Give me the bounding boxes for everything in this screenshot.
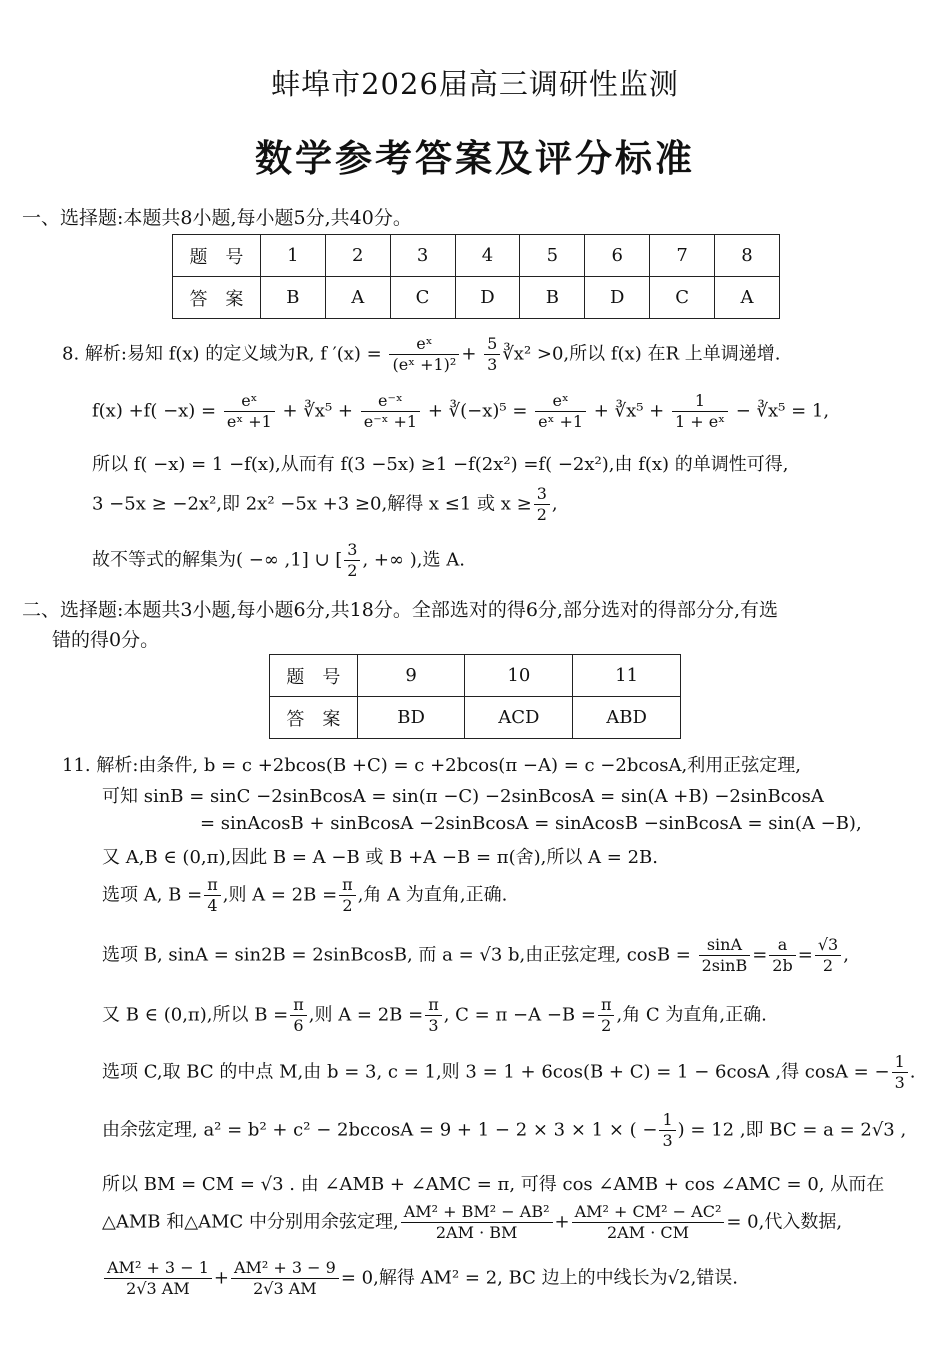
table-cell: 5 [520, 235, 585, 277]
row-label-answer: 答 案 [270, 697, 358, 739]
text: + ∛x⁵ + [593, 400, 665, 422]
denominator: e⁻ˣ +1 [363, 412, 418, 431]
text: 故不等式的解集为( −∞ ,1] ∪ [ [92, 549, 343, 571]
answer-table-1 [172, 234, 780, 319]
section2-heading-cont: 错的得0分。 [52, 629, 160, 651]
fraction [892, 1052, 908, 1093]
fraction [769, 935, 795, 976]
text: ) = 12 ,即 BC = a = 2√3 , [677, 1119, 907, 1141]
fraction [204, 875, 221, 916]
numerator: 1 [659, 1110, 675, 1131]
row-label-answer: 答 案 [173, 277, 261, 319]
text: 选项 A, B = [102, 884, 203, 906]
fraction [290, 995, 307, 1036]
text: + ∛(−x)⁵ = [427, 400, 528, 422]
fraction [224, 391, 275, 432]
text: , +∞ ),选 A. [362, 549, 465, 571]
q8-line-1 [62, 334, 780, 375]
numerator: sinA [699, 935, 751, 956]
text: 选项 B, sinA = sin2B = 2sinBcosB, 而 a = √3 b,由正弦定理, cosB = [102, 944, 691, 966]
fraction [572, 1202, 725, 1243]
numerator: eˣ [224, 391, 275, 412]
table-cell: 3 [390, 235, 455, 277]
numerator: AM² + 3 − 1 [104, 1258, 212, 1279]
denominator: eˣ +1 [226, 412, 272, 431]
section1-heading: 一、选择题:本题共8小题,每小题5分,共40分。 [22, 207, 412, 229]
denominator: 2√3 AM [253, 1279, 317, 1298]
q11-line-11 [102, 1202, 842, 1243]
table-cell: B [260, 277, 325, 319]
denominator: 1 + eˣ [674, 412, 725, 431]
denominator: 2 [601, 1016, 612, 1035]
fraction [425, 995, 442, 1036]
numerator: π [290, 995, 307, 1016]
table-cell: A [715, 277, 780, 319]
section2-heading: 二、选择题:本题共3小题,每小题6分,共18分。全部选对的得6分,部分选对的得部分分,有选 [22, 599, 779, 621]
denominator: 3 [487, 355, 498, 374]
numerator: π [204, 875, 221, 896]
q8-label: 8. 解析: [62, 343, 127, 365]
table-cell: C [390, 277, 455, 319]
denominator: 3 [662, 1131, 673, 1150]
fraction [672, 391, 728, 432]
table-row [270, 697, 681, 739]
page-bottom-cutoff [0, 1306, 950, 1366]
denominator: 2√3 AM [126, 1279, 190, 1298]
denominator: 2sinB [701, 956, 748, 975]
fraction [389, 334, 459, 375]
q11-line-9 [102, 1110, 906, 1151]
text: + ∛x⁵ + [282, 400, 353, 422]
q11-line-6 [102, 935, 849, 976]
row-label-number: 题 号 [173, 235, 261, 277]
text: = 0,解得 AM² = 2, BC 边上的中线长为√2,错误. [340, 1267, 739, 1289]
q11-line-8 [102, 1052, 915, 1093]
text: = 0,代入数据, [726, 1211, 843, 1233]
numerator: 3 [534, 484, 550, 505]
numerator: π [598, 995, 615, 1016]
row-label-number: 题 号 [270, 655, 358, 697]
table-cell: 9 [357, 655, 465, 697]
table-row [173, 277, 780, 319]
numerator: eˣ [389, 334, 459, 355]
text: 3 −5x ≥ −2x²,即 2x² −5x +3 ≥0,解得 x ≤1 或 x ≥ [92, 493, 532, 515]
numerator: eˣ [535, 391, 586, 412]
document-subtitle: 数学参考答案及评分标准 [255, 136, 695, 180]
text: f(x) +f( −x) = [92, 400, 217, 422]
fraction [104, 1258, 212, 1299]
text: ,则 A = 2B = [222, 884, 338, 906]
denominator: 2 [342, 896, 353, 915]
numerator: AM² + 3 − 9 [231, 1258, 339, 1279]
numerator: 3 [344, 540, 360, 561]
numerator: AM² + CM² − AC² [572, 1202, 725, 1223]
fraction [535, 391, 586, 432]
table-cell: D [455, 277, 520, 319]
numerator: AM² + BM² − AB² [401, 1202, 553, 1223]
text: △AMB 和△AMC 中分别用余弦定理, [102, 1211, 399, 1233]
fraction [344, 540, 360, 581]
text: ∛x² >0,所以 f(x) 在R 上单调递增. [502, 343, 781, 365]
q11-line-3: = sinAcosB + sinBcosA −2sinBcosA = sinAcosB −sinBcosA = sin(A −B), [200, 813, 862, 834]
fraction [401, 1202, 553, 1243]
table-cell: 7 [650, 235, 715, 277]
q8-line-4 [92, 484, 558, 525]
text: 选项 C,取 BC 的中点 M,由 b = 3, c = 1,则 3 = 1 + 6cos(B + C) = 1 − 6cosA ,得 cosA = − [102, 1061, 890, 1083]
q11-line-7 [102, 995, 767, 1036]
denominator: eˣ +1 [538, 412, 584, 431]
document-title: 蚌埠市2026届高三调研性监测 [271, 67, 679, 101]
fraction [339, 875, 356, 916]
text: , [843, 944, 849, 966]
numerator: 1 [672, 391, 728, 412]
denominator: 2 [536, 505, 547, 524]
denominator: 2 [347, 561, 358, 580]
fraction [534, 484, 550, 525]
fraction [815, 935, 841, 976]
table-cell: ABD [573, 697, 681, 739]
q8-line-2 [92, 391, 829, 432]
numerator: π [339, 875, 356, 896]
q8-line-3: 所以 f( −x) = 1 −f(x),从而有 f(3 −5x) ≥1 −f(2x²) =f( −2x²),由 f(x) 的单调性可得, [92, 454, 789, 475]
table-cell: 8 [715, 235, 780, 277]
text: = [752, 944, 768, 966]
text: ,则 A = 2B = [308, 1004, 424, 1026]
table-row [173, 235, 780, 277]
table-row [270, 655, 681, 697]
text: ,角 A 为直角,正确. [357, 884, 508, 906]
q11-line-2: 可知 sinB = sinC −2sinBcosA = sin(π −C) −2sinBcosA = sin(A +B) −2sinBcosA [102, 786, 824, 807]
fraction [231, 1258, 339, 1299]
table-cell: BD [357, 697, 465, 739]
text: + [554, 1211, 570, 1233]
fraction [361, 391, 420, 432]
fraction [659, 1110, 675, 1151]
q11-line-4: 又 A,B ∈ (0,π),因此 B = A −B 或 B +A −B = π(舍),所以 A = 2B. [102, 847, 658, 868]
numerator: 1 [892, 1052, 908, 1073]
table-cell: B [520, 277, 585, 319]
text: , C = π −A −B = [443, 1004, 596, 1026]
fraction [699, 935, 751, 976]
table-cell: 2 [325, 235, 390, 277]
numerator: π [425, 995, 442, 1016]
numerator: e⁻ˣ [361, 391, 420, 412]
denominator: 6 [293, 1016, 304, 1035]
text: = [797, 944, 813, 966]
denominator: 2 [822, 956, 834, 975]
table-cell: 11 [573, 655, 681, 697]
text: − ∛x⁵ = 1, [735, 400, 830, 422]
table-cell: C [650, 277, 715, 319]
numerator: a [769, 935, 795, 956]
q8-line-5 [92, 540, 465, 581]
q11-line-10: 所以 BM = CM = √3 . 由 ∠AMB + ∠AMC = π, 可得 cos ∠AMB + cos ∠AMC = 0, 从而在 [102, 1174, 885, 1195]
table-cell: ACD [465, 697, 573, 739]
text: + [213, 1267, 229, 1289]
table-cell: D [585, 277, 650, 319]
text: 易知 f(x) 的定义域为R, f ′(x) = [126, 343, 382, 365]
text: 又 B ∈ (0,π),所以 B = [102, 1004, 289, 1026]
fraction [484, 334, 500, 375]
numerator: √3 [815, 935, 841, 956]
table-cell: 4 [455, 235, 520, 277]
table-cell: 10 [465, 655, 573, 697]
denominator: 2b [772, 956, 793, 975]
text: , [551, 493, 558, 515]
q11-line-1: 11. 解析:由条件, b = c +2bcos(B +C) = c +2bcos(π −A) = c −2bcosA,利用正弦定理, [62, 755, 801, 776]
table-cell: A [325, 277, 390, 319]
answer-table-2 [269, 654, 681, 739]
q11-line-12 [102, 1258, 738, 1299]
q11-line-5 [102, 875, 507, 916]
denominator: 3 [428, 1016, 439, 1035]
numerator: 5 [484, 334, 500, 355]
denominator: 2AM · BM [435, 1223, 518, 1242]
denominator: 3 [894, 1073, 905, 1092]
denominator: (eˣ +1)² [392, 355, 457, 374]
table-cell: 1 [260, 235, 325, 277]
denominator: 2AM · CM [606, 1223, 689, 1242]
text: . [909, 1061, 916, 1083]
table-cell: 6 [585, 235, 650, 277]
text: ,角 C 为直角,正确. [616, 1004, 767, 1026]
denominator: 4 [207, 896, 218, 915]
text: + [461, 343, 477, 365]
fraction [598, 995, 615, 1036]
text: 由余弦定理, a² = b² + c² − 2bccosA = 9 + 1 − 2 × 3 × 1 × ( − [102, 1119, 658, 1141]
